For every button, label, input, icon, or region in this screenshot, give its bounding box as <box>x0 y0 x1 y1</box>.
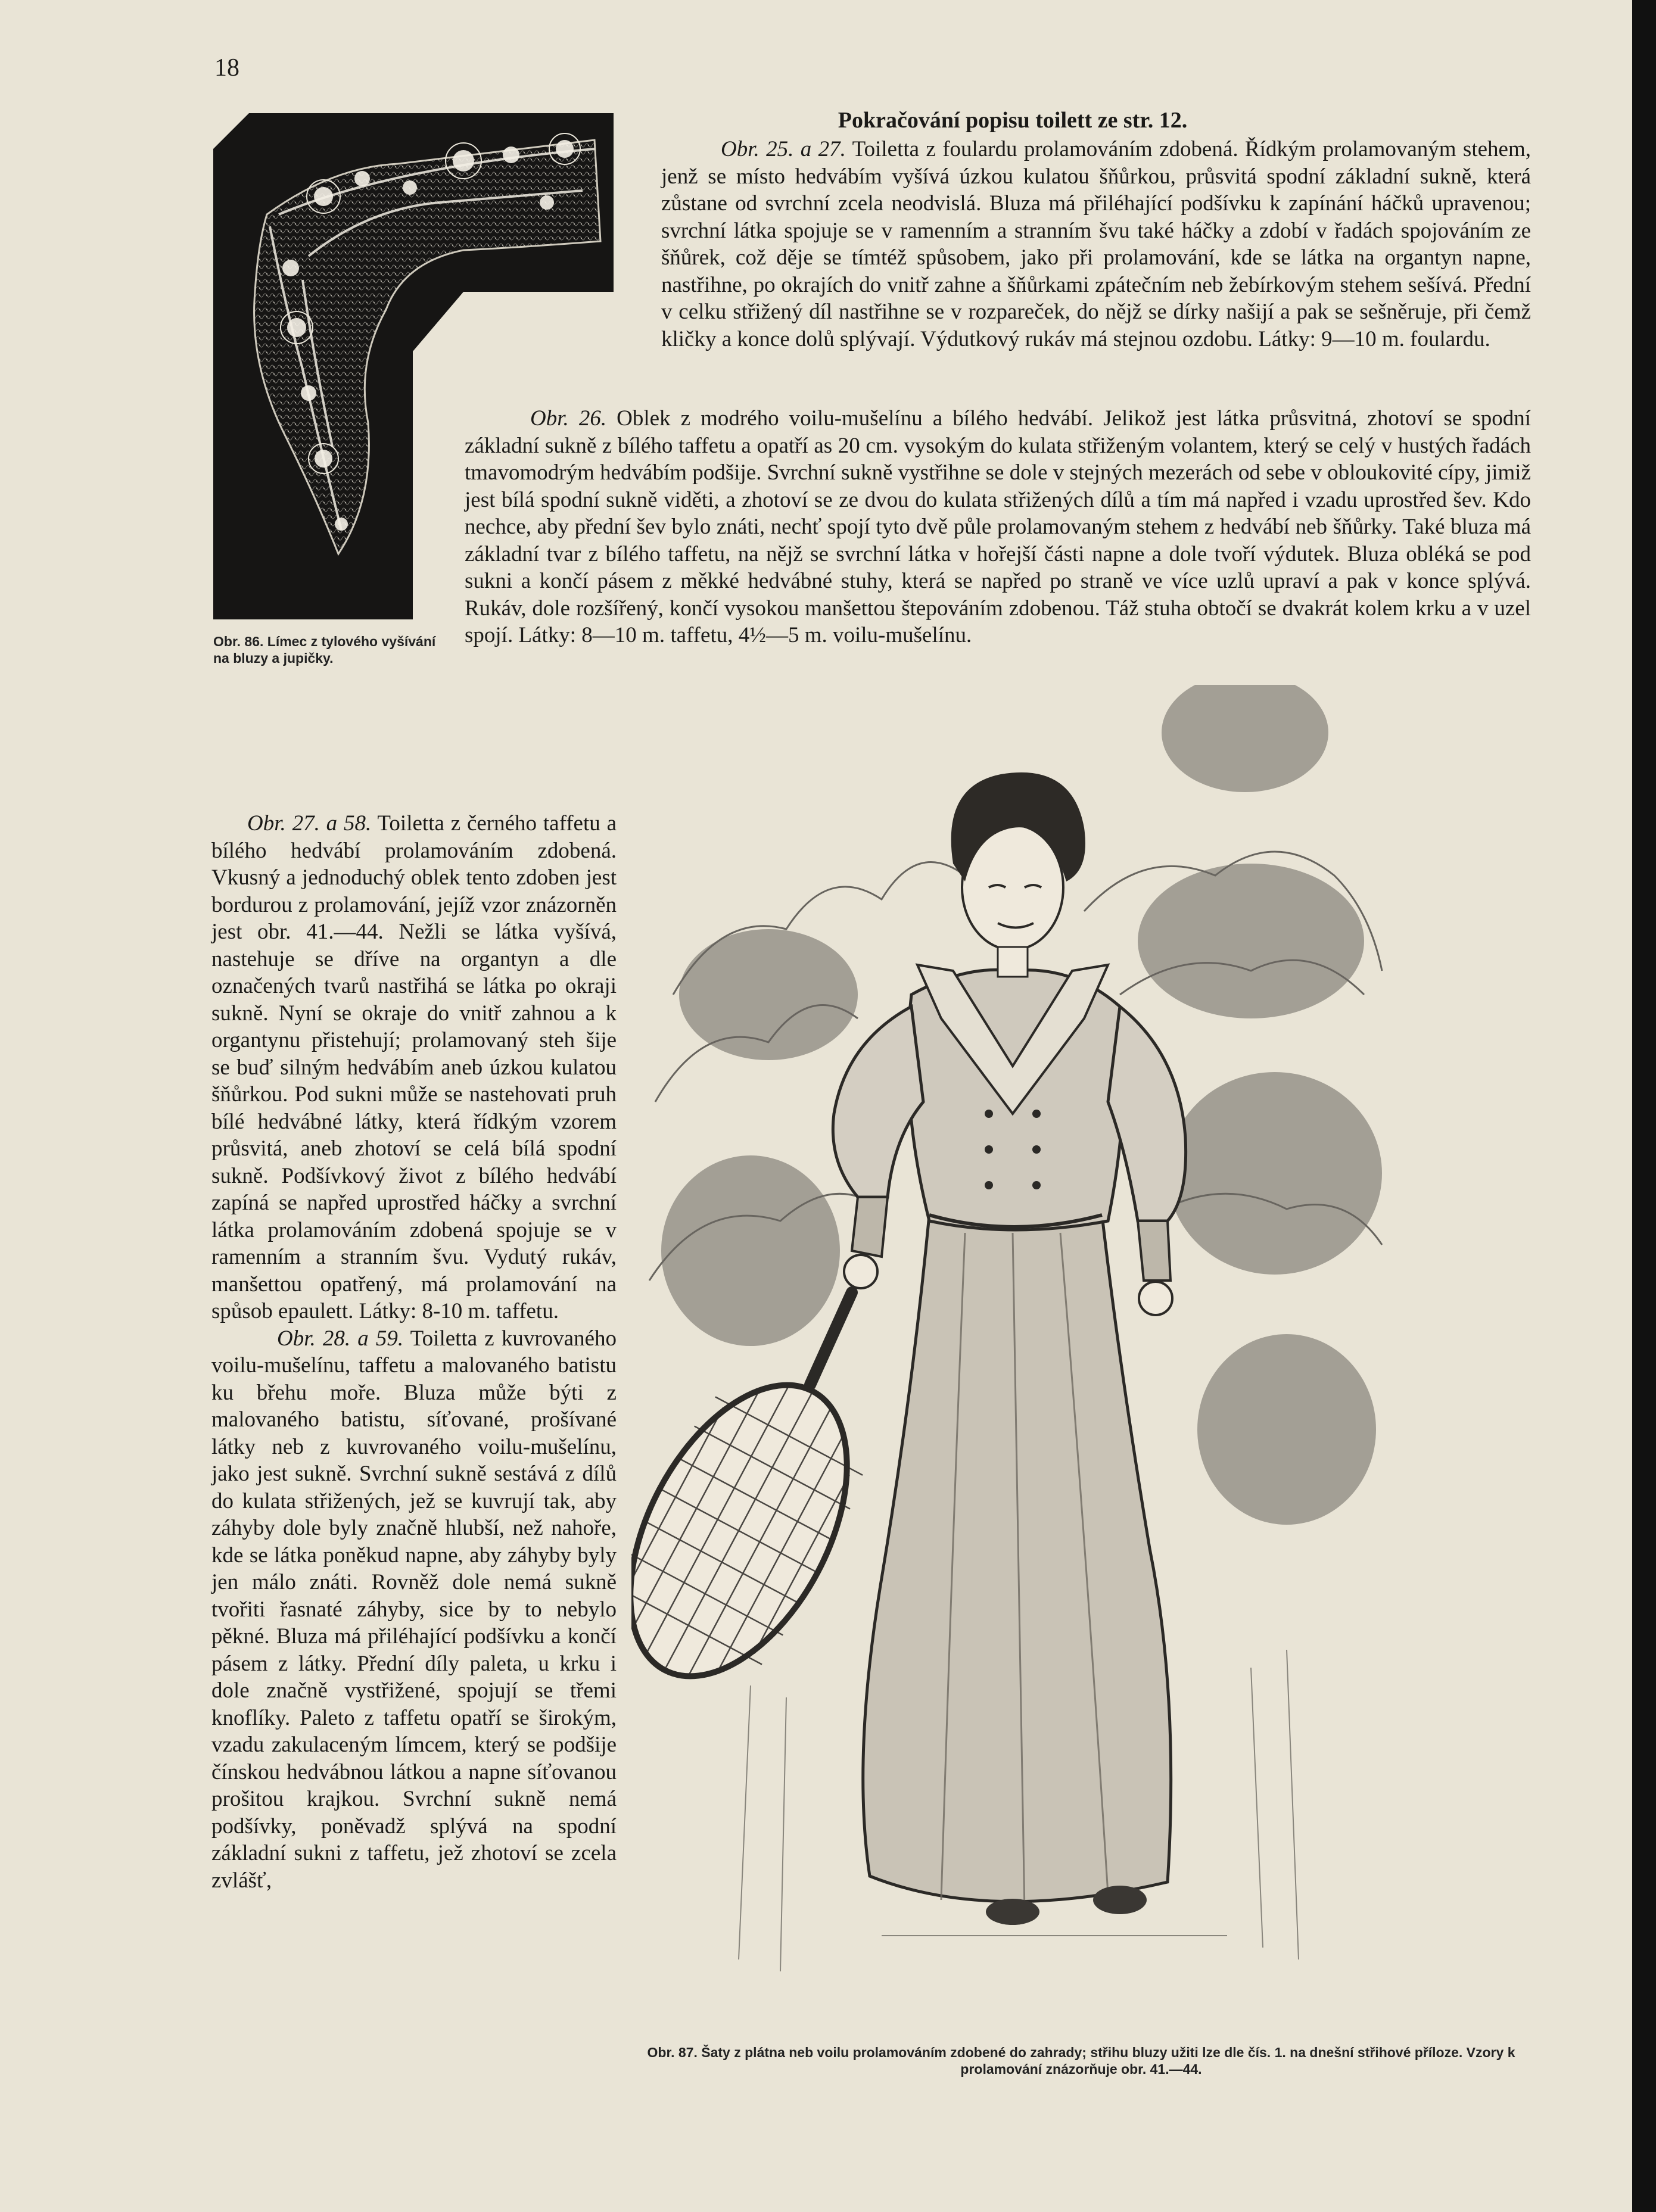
figure-reference: Obr. 27. a 58. <box>247 811 372 836</box>
paragraph-text: Oblek z modrého voilu-mušelínu a bílého hedvábí. Jelikož jest látka průsvitná, zhotoví se spodní základní sukně z bílého taffetu a opatří as 20 cm. vysokým do kulata střiženým volantem, který se celý v hustých řadách tmavomodrým hedvábím podšije. Svrchní sukně vystřihne se dole v stejných mezerách od sebe v obloukovité cípy, jimiž jest bílá spodní sukně viděti, a zhotoví se ze dvou do kulata střižených dílů a tím má napřed i vzadu uprostřed šev. Kdo nechce, aby přední šev bylo znáti, nechť spojí tyto dvě půle prolamovaným stehem z hedvábí neb šňůrky. Také bluza má základní tvar z bílého taffetu, na nějž se svrchní látka v hořejší části napne a dole tvoří výdutek. Bluza obléká se pod sukni a končí pásem z měkké hedvábné stuhy, která se napřed po straně ve více uzlů upraví a pak v konce splývá. Rukáv, dole rozšířený, končí vysokou manšettou štepováním zdobenou. Táž stuha obtočí se dvakrát kolem krku a v uzel spojí. Látky: 8—10 m. taffetu, 4½—5 m. voilu-mušelínu. <box>465 406 1531 647</box>
paragraph-obr-26-block <box>465 405 1531 649</box>
section-heading: Pokračování popisu toilett ze str. 12. <box>838 108 1188 133</box>
page-binding-edge <box>1632 0 1656 2212</box>
figure-87-caption: Obr. 87. Šaty z plátna neb voilu prolamováním zdobené do zahrady; střihu bluzy užiti lze dle čís. 1. na dnešní střihové příloze. Vzory k prolamování znázorňuje obr. 41.—44. <box>647 2045 1515 2077</box>
tennis-racket-icon <box>631 1292 892 1712</box>
paragraph-obr-25 <box>661 136 1531 353</box>
figure-86-caption: Obr. 86. Límec z tylového vyšívání na bluzy a jupičky. <box>213 634 436 666</box>
tennis-dress-illustration <box>631 685 1394 2031</box>
paragraph-text: Toiletta z černého taffetu a bílého hedvábí prolamováním zdobená. Vkusný a jednoduchý oblek tento zdoben jest bordurou z prolamování, jejíž vzor znázorněn jest obr. 41.—44. Nežli se látka vyšívá, nastehuje se dříve na organtyn a dle označených tvarů nastřihá se látka po okraji sukně. Nyní se okraje do vnitř zahnou a k organtynu přistehují; prolamovaný steh šije se buď silným hedvábím aneb úzkou kulatou šňůrkou. Pod sukni může se nastehovati pruh bílé hedvábné látky, která řídkým vzorem průsvitá, aneb zhotoví se celá bílá spodní sukně. Podšívkový život z bílého hedvábí zapíná se napřed uprostřed háčky a svrchní látka prolamováním zdobená spojuje se v ramenním a stranním švu. Vydutý rukáv, manšettou opatřený, má prolamování na spůsob epaulett. Látky: 8-10 m. taffetu. <box>211 811 617 1323</box>
figure-reference: Obr. 25. a 27. <box>721 137 846 161</box>
figure-reference: Obr. 28. a 59. <box>277 1326 404 1351</box>
paragraph-text: Toiletta z foulardu prolamováním zdobená. Řídkým prolamovaným stehem, jenž se místo hedvábím vyšívá úzkou kulatou šňůrkou, průsvitá spodní základní sukně, která zůstane od svrchní zcela neodvislá. Bluza má přiléhající podšívku k zapínání háčků upravenou; svrchní látka spojuje se v ramenním a stranním švu také háčky a zdobí v řadách spojováním ze šňůrek, což děje se tímtéž spůsobem, jako při prolamování, kde se látka na organtyn napne, nastřihne, po okrajích do vnitř zahne a šňůrkami zpátečním neb žebírkovým stehem sešívá. Přední v celku střižený díl nastřihne se v rozpareček, do nějž se dírky našijí a pak se sešněruje, při čemž kličky a konce dolů splývají. Výdutkový rukáv má stejnou ozdobu. Látky: 9—10 m. foulardu. <box>661 137 1531 351</box>
left-column <box>211 810 617 1894</box>
page-number: 18 <box>214 54 239 82</box>
figure-reference: Obr. 26. <box>530 406 607 431</box>
paragraph-text: Toiletta z kuvrovaného voilu-mušelínu, taffetu a malovaného batistu ku břehu moře. Bluza může býti z malovaného batistu, síťované, prošívané látky neb z kuvrovaného voilu-mušelínu, jako jest sukně. Svrchní sukně sestává z dílů do kulata střižených, jež se kuvrují tak, aby záhyby dole byly značně hlubší, než nahoře, kde se látka poněkud napne, aby záhyby byly jen málo znáti. Rovněž dole nemá sukně tvořiti řasnaté záhyby, sice by to nebylo pěkné. Bluza má přiléhající podšívku a končí pásem z látky. Přední díly paleta, u krku i dole značně vystřižené, spojují se třemi knoflíky. Paleto z taffetu opatří se širokým, vzadu zakulaceným límcem, který se podšije čínskou hedvábnou látkou a napne síťovanou prošitou krajkou. Svrchní sukně nemá podšívky, poněvadž splývá na spodní základní sukni z taffetu, jež zhotoví se zcela zvlášť, <box>211 1326 617 1893</box>
